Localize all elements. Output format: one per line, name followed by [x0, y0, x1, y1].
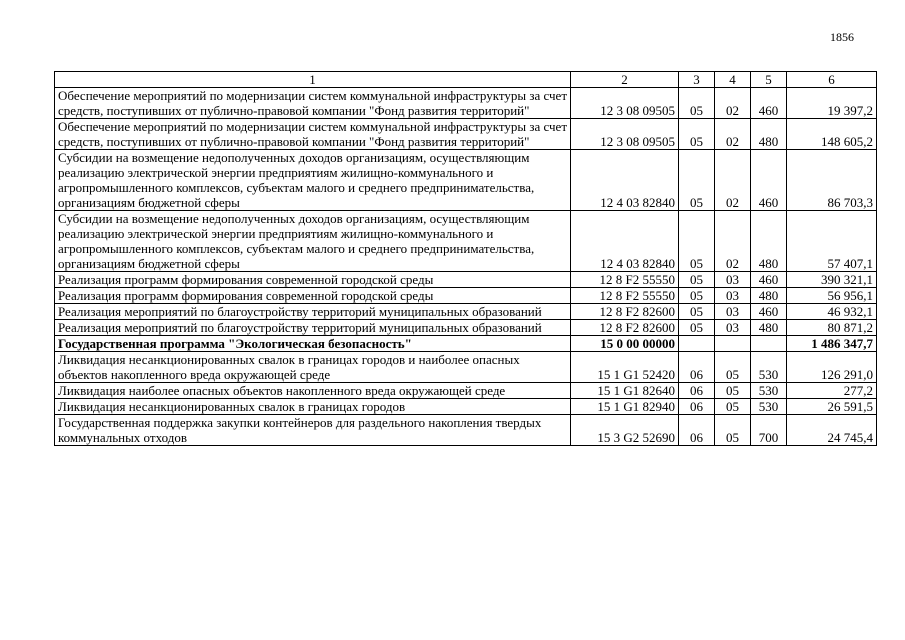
row-name-cell: Ликвидация наиболее опасных объектов накопленного вреда окружающей среде: [55, 383, 571, 399]
row-name-cell: Реализация программ формирования современной городской среды: [55, 272, 571, 288]
row-subsection-cell: [715, 336, 751, 352]
header-col-4: 4: [715, 72, 751, 88]
row-amount-cell: 57 407,1: [787, 211, 877, 272]
table-row: [55, 119, 877, 150]
row-expense-type-cell: 460: [751, 88, 787, 119]
row-section-cell: 06: [679, 399, 715, 415]
table-row: [55, 304, 877, 320]
row-section-cell: 05: [679, 304, 715, 320]
row-section-cell: 05: [679, 288, 715, 304]
row-amount-cell: 1 486 347,7: [787, 336, 877, 352]
row-expense-type-cell: 460: [751, 150, 787, 211]
table-row: [55, 272, 877, 288]
row-code-cell: 15 0 00 00000: [571, 336, 679, 352]
row-subsection-cell: 05: [715, 352, 751, 383]
row-code-cell: 12 8 F2 55550: [571, 288, 679, 304]
table-row: [55, 415, 877, 446]
row-subsection-cell: 02: [715, 211, 751, 272]
row-name-cell: Субсидии на возмещение недополученных доходов организациям, осуществляющим реализацию электрической энергии предприятиям жилищно-коммунального и агропромышленного комплексов, субъектам малого и среднего предпринимательства, организациям бюджетной сферы: [55, 211, 571, 272]
row-subsection-cell: 05: [715, 415, 751, 446]
header-col-3: 3: [679, 72, 715, 88]
row-amount-cell: 126 291,0: [787, 352, 877, 383]
row-code-cell: 15 1 G1 52420: [571, 352, 679, 383]
row-expense-type-cell: 530: [751, 352, 787, 383]
row-code-cell: 12 4 03 82840: [571, 150, 679, 211]
table-row: [55, 88, 877, 119]
row-code-cell: 12 8 F2 82600: [571, 320, 679, 336]
row-code-cell: 15 1 G1 82940: [571, 399, 679, 415]
row-code-cell: 12 8 F2 82600: [571, 304, 679, 320]
row-name-cell: Ликвидация несанкционированных свалок в границах городов и наиболее опасных объектов накопленного вреда окружающей среде: [55, 352, 571, 383]
table-row: [55, 288, 877, 304]
row-amount-cell: 277,2: [787, 383, 877, 399]
page-number: 1856: [830, 30, 854, 44]
row-expense-type-cell: 460: [751, 272, 787, 288]
row-code-cell: 15 1 G1 82640: [571, 383, 679, 399]
row-amount-cell: 56 956,1: [787, 288, 877, 304]
table-row: [55, 211, 877, 272]
row-code-cell: 15 3 G2 52690: [571, 415, 679, 446]
row-amount-cell: 46 932,1: [787, 304, 877, 320]
row-name-cell: Обеспечение мероприятий по модернизации систем коммунальной инфраструктуры за счет средств, поступивших от публично-правовой компании "Фонд развития территорий": [55, 119, 571, 150]
row-amount-cell: 19 397,2: [787, 88, 877, 119]
row-section-cell: 05: [679, 150, 715, 211]
row-section-cell: 05: [679, 88, 715, 119]
row-section-cell: 06: [679, 415, 715, 446]
table-row: [55, 383, 877, 399]
row-subsection-cell: 03: [715, 272, 751, 288]
row-code-cell: 12 3 08 09505: [571, 88, 679, 119]
table-row: [55, 336, 877, 352]
row-section-cell: 06: [679, 383, 715, 399]
row-amount-cell: 24 745,4: [787, 415, 877, 446]
row-amount-cell: 26 591,5: [787, 399, 877, 415]
row-subsection-cell: 02: [715, 88, 751, 119]
row-expense-type-cell: 480: [751, 320, 787, 336]
row-section-cell: 05: [679, 320, 715, 336]
row-subsection-cell: 03: [715, 288, 751, 304]
header-col-5: 5: [751, 72, 787, 88]
row-name-cell: Субсидии на возмещение недополученных доходов организациям, осуществляющим реализацию электрической энергии предприятиям жилищно-коммунального и агропромышленного комплексов, субъектам малого и среднего предпринимательства, организациям бюджетной сферы: [55, 150, 571, 211]
row-expense-type-cell: [751, 336, 787, 352]
row-section-cell: 05: [679, 272, 715, 288]
row-subsection-cell: 05: [715, 399, 751, 415]
header-col-2: 2: [571, 72, 679, 88]
row-amount-cell: 80 871,2: [787, 320, 877, 336]
row-expense-type-cell: 530: [751, 399, 787, 415]
row-amount-cell: 390 321,1: [787, 272, 877, 288]
row-subsection-cell: 03: [715, 320, 751, 336]
row-section-cell: 05: [679, 119, 715, 150]
row-name-cell: Реализация мероприятий по благоустройству территорий муниципальных образований: [55, 304, 571, 320]
row-amount-cell: 86 703,3: [787, 150, 877, 211]
table-row: [55, 399, 877, 415]
row-subsection-cell: 05: [715, 383, 751, 399]
table-row: [55, 150, 877, 211]
row-subsection-cell: 02: [715, 150, 751, 211]
row-code-cell: 12 3 08 09505: [571, 119, 679, 150]
row-amount-cell: 148 605,2: [787, 119, 877, 150]
table-row: [55, 320, 877, 336]
row-expense-type-cell: 700: [751, 415, 787, 446]
row-expense-type-cell: 480: [751, 211, 787, 272]
row-name-cell: Реализация программ формирования современной городской среды: [55, 288, 571, 304]
row-section-cell: [679, 336, 715, 352]
table-row: [55, 352, 877, 383]
row-name-cell: Ликвидация несанкционированных свалок в границах городов: [55, 399, 571, 415]
row-section-cell: 06: [679, 352, 715, 383]
row-subsection-cell: 03: [715, 304, 751, 320]
row-expense-type-cell: 480: [751, 288, 787, 304]
row-code-cell: 12 8 F2 55550: [571, 272, 679, 288]
table-header-row: [55, 72, 877, 88]
row-subsection-cell: 02: [715, 119, 751, 150]
row-code-cell: 12 4 03 82840: [571, 211, 679, 272]
row-expense-type-cell: 530: [751, 383, 787, 399]
row-name-cell: Государственная поддержка закупки контейнеров для раздельного накопления твердых коммунальных отходов: [55, 415, 571, 446]
row-section-cell: 05: [679, 211, 715, 272]
row-name-cell: Обеспечение мероприятий по модернизации систем коммунальной инфраструктуры за счет средств, поступивших от публично-правовой компании "Фонд развития территорий": [55, 88, 571, 119]
budget-table: [54, 71, 877, 446]
row-name-cell: Государственная программа "Экологическая безопасность": [55, 336, 571, 352]
header-col-6: 6: [787, 72, 877, 88]
row-name-cell: Реализация мероприятий по благоустройству территорий муниципальных образований: [55, 320, 571, 336]
row-expense-type-cell: 480: [751, 119, 787, 150]
row-expense-type-cell: 460: [751, 304, 787, 320]
header-col-1: 1: [55, 72, 571, 88]
